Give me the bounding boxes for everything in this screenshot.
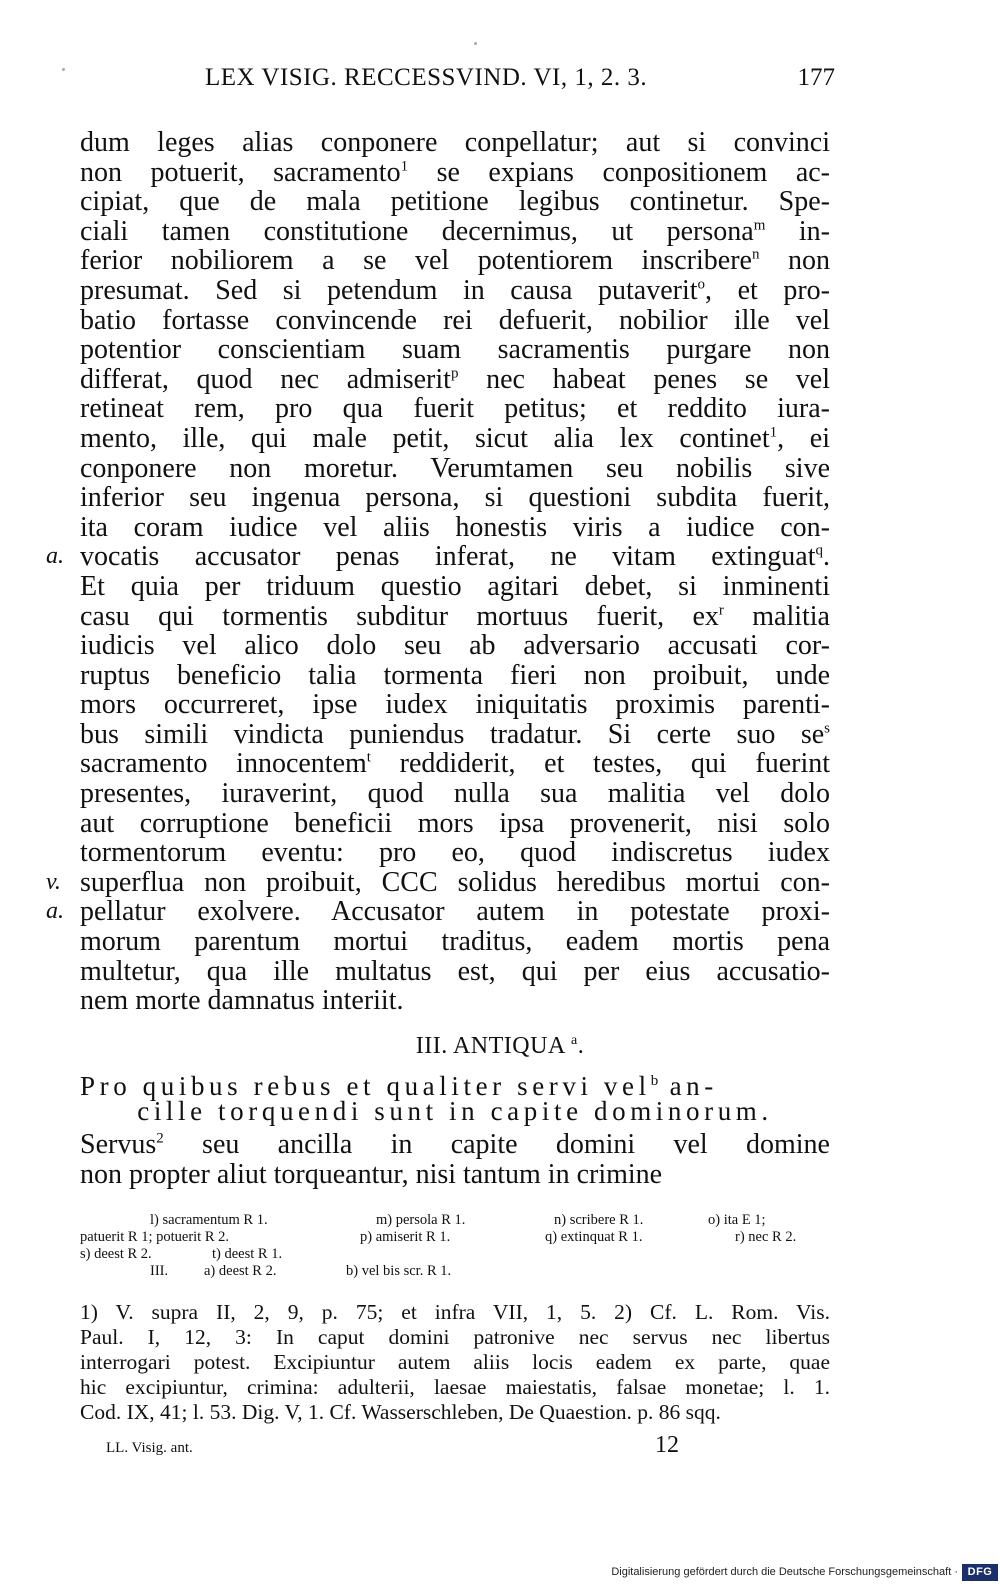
margin-siglum: v. — [46, 868, 61, 895]
line-text: sacramento innocentem — [80, 748, 367, 780]
footnote-line: Paul. I, 12, 3: In caput domini patronive nec servus nec libertus — [80, 1325, 830, 1349]
gathering-signature: LL. Visig. ant. — [106, 1440, 193, 1456]
line-text-tail: , ei — [777, 422, 830, 454]
rubric-footnote-mark: b — [650, 1073, 659, 1089]
dfg-logo: DFG — [962, 1564, 998, 1581]
line-text-tail: . — [823, 541, 830, 573]
footnote-mark: 2 — [156, 1130, 164, 1147]
scan-speck — [474, 42, 477, 45]
section-title-tail: . — [577, 1033, 585, 1059]
text-line — [80, 779, 830, 809]
line-text-tail: reddiderit, et testes, qui fuerint — [370, 748, 830, 780]
line-text: pellatur exolvere. Accusator autem in potestate proxi- — [80, 896, 830, 928]
section-footnote-mark: a — [570, 1033, 578, 1048]
text-line — [80, 986, 830, 1016]
line-text: presumat. Sed si petendum in causa putaverit — [80, 274, 698, 306]
text-line — [80, 690, 830, 720]
footnote-mark: s — [824, 720, 830, 737]
line-text-tail: non — [759, 245, 830, 277]
footnote-mark: r — [718, 602, 724, 619]
text-line — [80, 602, 830, 632]
apparatus-row — [80, 1246, 830, 1263]
margin-siglum: a. — [46, 543, 64, 570]
sheet-number: 12 — [655, 1432, 679, 1458]
line-text: casu qui tormentis subditur mortuus fuerit, ex — [80, 600, 719, 632]
line-text: mento, ille, qui male petit, sicut alia lex continet — [80, 422, 770, 454]
text-line — [80, 187, 830, 217]
apparatus-entry: t) deest R 1. — [212, 1246, 283, 1262]
running-header — [205, 64, 835, 98]
text-line — [80, 335, 830, 365]
law-text-block — [80, 1130, 830, 1189]
margin-siglum: a. — [46, 898, 64, 925]
footnote-mark: 1 — [769, 424, 778, 441]
text-line — [80, 957, 830, 987]
line-text: ita coram iudice vel aliis honestis viris a iudice con- — [80, 511, 830, 543]
text-line — [80, 276, 830, 306]
apparatus-entry: s) deest R 2. — [80, 1246, 152, 1262]
text-line — [80, 513, 830, 543]
apparatus-row — [80, 1212, 830, 1229]
line-text: differat, quod nec admiserit — [80, 363, 451, 395]
apparatus-entry: III. — [150, 1263, 169, 1279]
footnote-mark: o — [697, 276, 706, 293]
section-title: ANTIQUA — [452, 1033, 565, 1059]
line-text: batio fortasse convincende rei defuerit, nobilior ille vel — [80, 304, 830, 336]
text-line — [80, 394, 830, 424]
rubric-line-1 — [80, 1066, 830, 1101]
section-number: III. — [415, 1033, 448, 1059]
rubric-line-2: cille torquendi sunt in capite dominorum. — [137, 1096, 773, 1126]
line-text-tail: , et pro- — [705, 274, 830, 306]
line-text: morum parentum mortui traditus, eadem mortis pena — [80, 926, 830, 958]
text-line — [80, 838, 830, 868]
line-text-tail: se expians conpositionem ac- — [408, 156, 830, 188]
text-line — [80, 246, 830, 276]
text-line — [80, 128, 830, 158]
rubric-title — [80, 1066, 830, 1126]
text-line — [80, 365, 830, 395]
apparatus-entry: p) amiserit R 1. — [360, 1229, 451, 1245]
line-text: non potuerit, sacramento — [80, 156, 401, 188]
footnote-line: interrogari potest. Excipiuntur autem aliis locis eadem ex parte, quae — [80, 1350, 830, 1374]
text-line — [80, 217, 830, 247]
footnote-mark: q — [815, 542, 823, 559]
text-line — [80, 306, 830, 336]
line-text-tail: malitia — [723, 600, 830, 632]
footnote-line: 1) V. supra II, 2, 9, p. 75; et infra VII, 1, 5. 2) Cf. L. Rom. Vis. — [80, 1300, 830, 1324]
line-text: cipiat, que de mala petitione legibus continetur. Spe- — [80, 186, 830, 218]
footnote-line: Cod. IX, 41; l. 53. Dig. V, 1. Cf. Wasserschleben, De Quaestion. p. 86 sqq. — [80, 1400, 721, 1424]
apparatus-entry: a) deest R 2. — [204, 1263, 277, 1279]
apparatus-entry: b) vel bis scr. R 1. — [346, 1263, 452, 1279]
line-text: tormentorum eventu: pro eo, quod indiscretus iudex — [80, 837, 830, 869]
line-text: mors occurreret, ipse iudex iniquitatis proximis parenti- — [80, 689, 830, 721]
line-text: ruptus beneficio talia tormenta fieri non proibuit, unde — [80, 659, 830, 691]
footnote-mark: t — [366, 750, 371, 767]
text-line — [80, 720, 830, 750]
text-line — [80, 1130, 830, 1160]
footnote-mark: 1 — [400, 158, 409, 175]
line-text: ciali tamen constitutione decernimus, ut persona — [80, 215, 754, 247]
apparatus-row — [80, 1229, 830, 1246]
text-line — [46, 866, 830, 898]
text-line — [80, 572, 830, 602]
footnote-line: hic excipiuntur, crimina: adulterii, laesae maiestatis, falsae monetae; l. 1. — [80, 1375, 830, 1399]
text-line — [80, 631, 830, 661]
running-title: LEX VISIG. RECCESSVIND. VI, 1, 2. 3. — [205, 64, 648, 91]
footnote-mark: m — [753, 217, 766, 234]
line-text: non propter aliut torqueantur, nisi tantum in crimine — [80, 1158, 663, 1190]
text-line — [80, 749, 830, 779]
apparatus-entry: n) scribere R 1. — [554, 1212, 644, 1228]
apparatus-entry: m) persola R 1. — [376, 1212, 466, 1228]
apparatus-entry: o) ita E 1; — [708, 1212, 766, 1228]
text-line — [46, 541, 830, 573]
apparatus-entry: patuerit R 1; potuerit R 2. — [80, 1229, 230, 1245]
line-text: iudicis vel alico dolo seu ab adversario accusati cor- — [80, 630, 830, 662]
line-text: ferior nobiliorem a se vel potentiorem inscribere — [80, 245, 752, 277]
footnote-mark: p — [450, 365, 459, 382]
line-text: Et quia per triduum questio agitari debet, si inminenti — [80, 570, 830, 602]
line-text-tail: nec habeat penes se vel — [458, 363, 831, 395]
page-number: 177 — [797, 64, 835, 91]
text-line — [80, 927, 830, 957]
critical-apparatus — [80, 1212, 830, 1280]
apparatus-entry: r) nec R 2. — [735, 1229, 797, 1245]
line-text: superflua non proibuit, CCC solidus heredibus mortui con- — [80, 866, 830, 898]
scan-speck — [62, 68, 65, 71]
line-text-tail: seu ancilla in capite domini vel domine — [163, 1129, 830, 1160]
line-text: vocatis accusator penas inferat, ne vitam extinguat — [80, 541, 816, 573]
text-line — [80, 454, 830, 484]
text-line — [80, 483, 830, 513]
text-line — [80, 158, 830, 188]
text-line — [46, 896, 830, 928]
line-text: presentes, iuraverint, quod nulla sua malitia vel dolo — [80, 778, 830, 810]
line-text: aut corruptione beneficii mors ipsa provenerit, nisi solo — [80, 807, 830, 839]
line-text: dum leges alias conponere conpellatur; aut si convinci — [80, 127, 830, 158]
text-line — [80, 809, 830, 839]
rubric-line-1-text: Pro quibus rebus et qualiter servi vel — [80, 1071, 651, 1101]
line-text: retineat rem, pro qua fuerit petitus; et reddito iura- — [80, 393, 830, 425]
line-text: inferior seu ingenua persona, si questioni subdita fuerit, — [80, 482, 830, 514]
apparatus-entry: l) sacramentum R 1. — [150, 1212, 268, 1228]
line-text: bus simili vindicta puniendus tradatur. Si certe suo se — [80, 718, 825, 750]
footnote-mark: n — [751, 247, 760, 264]
line-text: conponere non moretur. Verumtamen seu nobilis sive — [80, 452, 830, 484]
line-text: nem morte damnatus interiit. — [80, 985, 404, 1017]
text-line — [80, 424, 830, 454]
text-line — [80, 661, 830, 691]
rubric-line-1-tail: an- — [658, 1071, 718, 1101]
text-line — [80, 1160, 830, 1190]
footnotes — [80, 1300, 830, 1425]
apparatus-entry: q) extinquat R 1. — [545, 1229, 643, 1245]
line-text: potentior conscientiam suam sacramentis purgare non — [80, 334, 830, 366]
section-heading — [0, 1033, 1000, 1060]
line-text: multetur, qua ille multatus est, qui per eius accusatio- — [80, 955, 830, 987]
line-text: Servus — [80, 1129, 157, 1160]
line-text-tail: in- — [765, 215, 830, 247]
digitization-credit: Digitalisierung gefördert durch die Deutsche Forschungsgemeinschaft · — [611, 1566, 958, 1578]
main-text-block — [46, 127, 831, 1017]
apparatus-row — [80, 1263, 830, 1280]
